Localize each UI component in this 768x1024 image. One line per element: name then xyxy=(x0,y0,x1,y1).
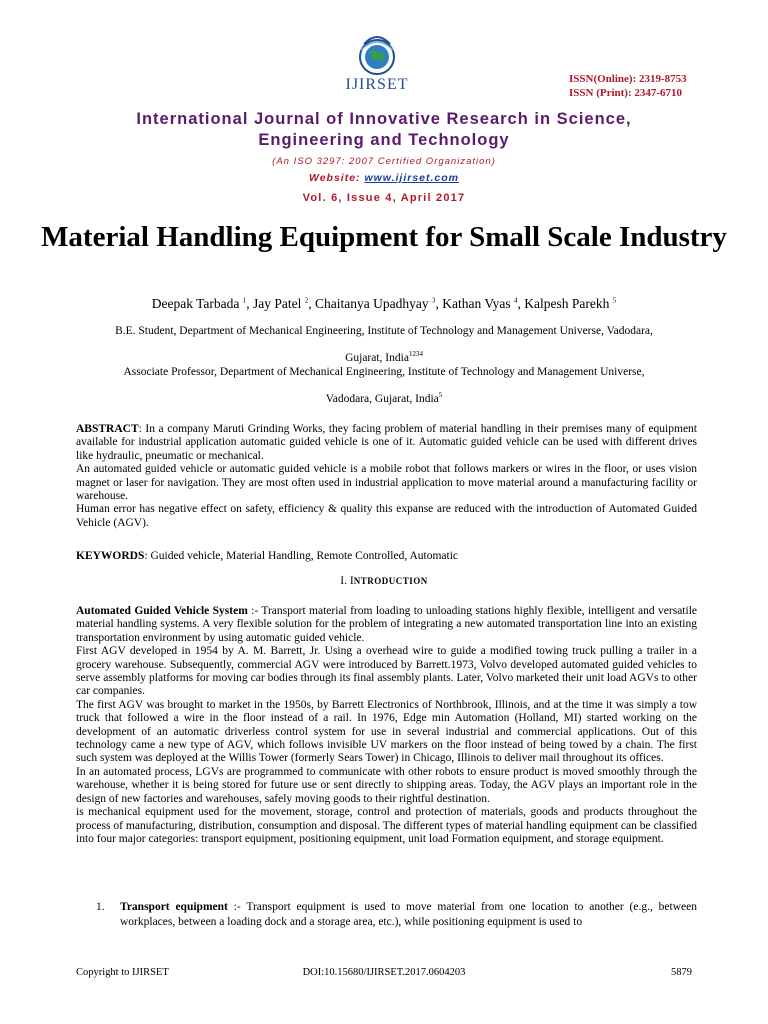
affiliation-1-line1: B.E. Student, Department of Mechanical Engineering, Institute of Technology and Management Universe, Vadodara, xyxy=(115,325,653,337)
intro-paragraph-4: In an automated process, LGVs are programmed to communicate with other robots to ensure product is moved smoothly through the warehouse, whether it is being stored for future use or sent directly to shipping areas. Today, the AGV plays an important role in the design of new factories and warehouses, safely moving goods to their rightful destination. xyxy=(76,765,697,805)
authors-line xyxy=(0,296,768,312)
section-number: I. xyxy=(340,575,350,587)
iso-certification: (An ISO 3297: 2007 Certified Organization) xyxy=(272,156,496,167)
author-5: , Kalpesh Parekh xyxy=(517,296,613,311)
abstract xyxy=(76,423,697,530)
abstract-paragraph-1: : In a company Maruti Grinding Works, they facing problem of material handling in their premises many of equipment available for industrial application automatic guided vehicle is one of it. Automatic guided vehicle can be used with different drives like hydraulic, pneumatic or mechanical. xyxy=(76,423,697,462)
logo-text: IJIRSET xyxy=(345,76,409,93)
affiliation-2 xyxy=(60,361,708,411)
keywords-text: : Guided vehicle, Material Handling, Remote Controlled, Automatic xyxy=(144,550,458,562)
author-3: , Chaitanya Upadhyay xyxy=(308,296,432,311)
keywords-label: KEYWORDS xyxy=(76,550,145,562)
issn-print: ISSN (Print): 2347-6710 xyxy=(569,87,683,99)
website-link[interactable]: www.ijirset.com xyxy=(364,172,460,184)
journal-name-line2: Engineering and Technology xyxy=(258,131,510,149)
list-item-text: :- Transport equipment is used to move material from one location to another (e.g., between workplaces, between a loading dock and a storage area, etc.), while positioning equipment is used to xyxy=(120,901,697,928)
section-title-rest: NTRODUCTION xyxy=(353,576,428,586)
author-2: , Jay Patel xyxy=(246,296,305,311)
footer-copyright: Copyright to IJIRSET xyxy=(76,967,169,978)
abstract-paragraph-3: Human error has negative effect on safety, efficiency & quality this expanse are reduced with the introduction of Automated Guided Vehicle (AGV). xyxy=(76,503,697,529)
website-line xyxy=(0,172,768,184)
journal-name-line1: International Journal of Innovative Research in Science, xyxy=(136,110,632,128)
affiliation-2-sup: 5 xyxy=(438,391,443,399)
globe-logo-icon xyxy=(352,30,402,80)
affiliation-1-sup: 1234 xyxy=(408,350,423,358)
paper-title: Material Handling Equipment for Small Scale Industry xyxy=(41,221,727,253)
abstract-paragraph-2: An automated guided vehicle or automatic guided vehicle is a mobile robot that follows markers or wires in the floor, or uses vision magnet or laser for navigation. They are most often used in industrial application to move material around a manufacturing facility or warehouse. xyxy=(76,463,697,503)
intro-paragraph-5: is mechanical equipment used for the movement, storage, control and protection of materials, goods and products throughout the process of manufacturing, distribution, consumption and disposal. The different types of material handling equipment can be classified into four major categories: transport equipment, positioning equipment, unit load Formation equipment, and storage equipment. xyxy=(76,806,697,845)
issn-online: ISSN(Online): 2319-8753 xyxy=(569,73,687,85)
volume-issue: Vol. 6, Issue 4, April 2017 xyxy=(302,192,466,204)
author-5-sup: 5 xyxy=(612,296,617,305)
intro-label: Automated Guided Vehicle System xyxy=(76,605,248,617)
website-label: Website: xyxy=(308,172,365,184)
abstract-label: ABSTRACT xyxy=(76,423,139,435)
author-4-sup: 4 xyxy=(514,296,518,305)
affiliation-1-line2: Gujarat, India xyxy=(345,351,409,364)
author-1: Deepak Tarbada xyxy=(151,296,243,311)
introduction-body xyxy=(76,605,697,846)
author-1-sup: 1 xyxy=(242,296,247,305)
affiliation-2-line2: Vadodara, Gujarat, India xyxy=(325,392,439,405)
list-item-label: Transport equipment xyxy=(120,901,228,913)
footer-doi: DOI:10.15680/IJIRSET.2017.0604203 xyxy=(302,967,466,978)
author-3-sup: 3 xyxy=(432,296,436,305)
journal-logo xyxy=(332,30,422,100)
keywords xyxy=(76,550,697,563)
intro-paragraph-1: :- Transport material from loading to unloading stations highly flexible, intelligent and versatile material handling systems. A very flexible solution for the problem of integrating a new automated transportation line into an existing transportation environment by using automatic guided vehicle. xyxy=(76,605,697,644)
list-item-number: 1. xyxy=(96,901,105,913)
intro-paragraph-2: First AGV developed in 1954 by A. M. Barrett, Jr. Using a overhead wire to guide a modified towing truck pulling a trailer in a grocery warehouse. Subsequently, commercial AGV were introduced by Barrett.1973, Volvo developed automated guided vehicles to serve assembly platforms for moving car bodies through its final assembly plants. Later, Volvo marketed their unit load AGVs to other car companies. xyxy=(76,645,697,698)
issn-block xyxy=(569,72,687,100)
section-title-first: I xyxy=(349,575,354,587)
author-4: , Kathan Vyas xyxy=(435,296,514,311)
author-2-sup: 2 xyxy=(304,296,309,305)
intro-paragraph-3: The first AGV was brought to market in the 1950s, by Barrett Electronics of Northbrook, Illinois, and at the time it was simply a tow truck that followed a wire in the floor instead of a rail. In 1976, Edge min Automation (Holland, MI) started working on the development of an automatic driverless control system for use in several industrial and commercial applications. Out of this technology came a new type of AGV, which follows invisible UV markers on the floor instead of being towed by a chain. The first such system was deployed at the Willis Tower (formerly Sears Tower) in Chicago, Illinois to deliver mail throughout its offices. xyxy=(76,698,697,765)
footer-page-number: 5879 xyxy=(671,967,692,978)
section-heading xyxy=(0,575,768,587)
affiliation-2-line1: Associate Professor, Department of Mechanical Engineering, Institute of Technology and Management Universe, xyxy=(123,366,645,378)
journal-name xyxy=(0,109,768,151)
